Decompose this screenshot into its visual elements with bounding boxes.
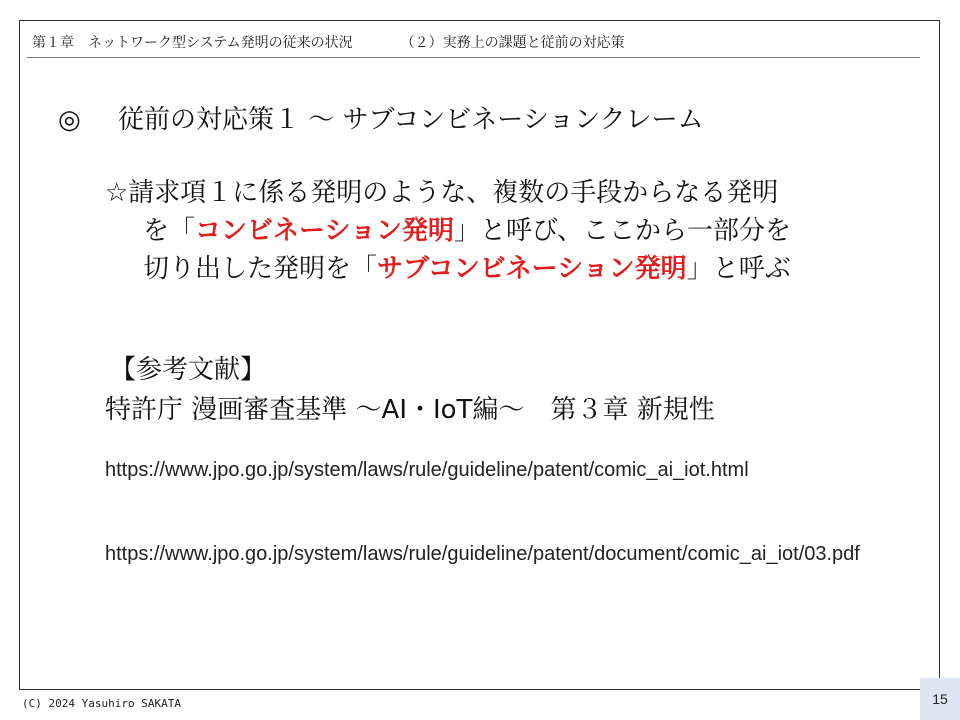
- double-circle-icon: ◎: [58, 105, 81, 135]
- references-heading: 【参考文献】: [110, 355, 267, 385]
- section-label: （２）実務上の課題と従前の対応策: [400, 35, 625, 51]
- line2-pre: を「: [143, 216, 196, 246]
- page-number: 15: [932, 691, 948, 707]
- page-number-box: [920, 678, 960, 720]
- chapter-label: 第１章 ネットワーク型システム発明の従来の状況: [32, 35, 353, 51]
- subcombination-invention-term: サブコンビネーション発明: [377, 254, 687, 284]
- reference-title: 特許庁 漫画審査基準 ～AI・IoT編～ 第３章 新規性: [105, 395, 715, 425]
- slide-title: [58, 99, 704, 136]
- copyright-footer: (C) 2024 Yasuhiro SAKATA: [22, 697, 181, 710]
- reference-link-2[interactable]: https://www.jpo.go.jp/system/laws/rule/guideline/patent/document/comic_ai_iot/03.pdf: [105, 543, 860, 565]
- reference-link-1[interactable]: https://www.jpo.go.jp/system/laws/rule/guideline/patent/comic_ai_iot.html: [105, 459, 749, 481]
- paragraph-line-3: [105, 250, 920, 288]
- paragraph-line-1: ☆請求項１に係る発明のような、複数の手段からなる発明: [105, 178, 779, 208]
- definition-paragraph: [105, 174, 920, 288]
- combination-invention-term: コンビネーション発明: [195, 216, 454, 246]
- slide-header: [32, 32, 625, 52]
- line2-post: 」と呼び、ここから一部分を: [453, 216, 791, 246]
- line3-pre: 切り出した発明を「: [143, 254, 378, 284]
- slide-title-text: 従前の対応策１ ～ サブコンビネーションクレーム: [118, 105, 704, 135]
- paragraph-line-2: [105, 212, 920, 250]
- line3-post: 」と呼ぶ: [686, 254, 791, 284]
- header-divider: [27, 57, 920, 58]
